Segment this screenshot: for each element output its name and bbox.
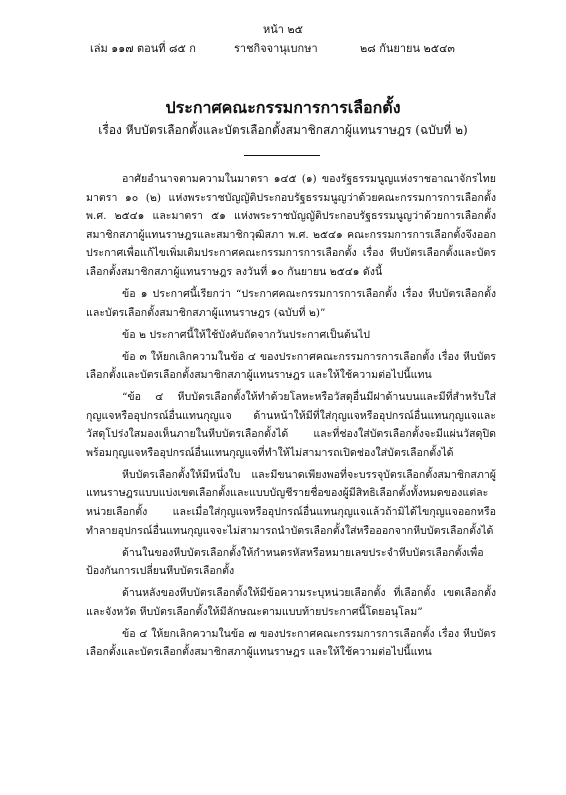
document-body — [86, 170, 496, 665]
page-number: หน้า ๒๕ — [262, 23, 304, 36]
clause-1: ข้อ ๑ ประกาศนี้เรียกว่า “ประกาศคณะกรรมการการเลือกตั้ง เรื่อง หีบบัตรเลือกตั้งและบัตรเลือกตั้งสมาชิกสภาผู้แทนราษฎร (ฉบับที่ ๒)” — [86, 287, 496, 319]
gazette-header — [0, 39, 566, 55]
ballot-box-size-paragraph: หีบบัตรเลือกตั้งให้มีหนึ่งใบ และมีขนาดเพียงพอที่จะบรรจุบัตรเลือกตั้งสมาชิกสภาผู้แทนราษฎรแบบแบ่งเขตเลือกตั้งและแบบบัญชีรายชื่อของผู้มีสิทธิเลือกตั้งทั้งหมดของแต่ละหน่วยเลือกตั้ง และเมื่อใส่กุญแจหรืออุปกรณ์อื่นแทนกุญแจแล้วถ้ามิได้ไขกุญแจออกหรือทำลายอุปกรณ์อื่นแทนกุญแจจะไม่สามารถนำบัตรเลือกตั้งใส่หรือออกจากหีบบัตรเลือกตั้งได้ — [86, 468, 496, 537]
document-subtitle: เรื่อง หีบบัตรเลือกตั้งและบัตรเลือกตั้งสมาชิกสภาผู้แทนราษฎร (ฉบับที่ ๒) — [98, 123, 468, 137]
clause-3: ข้อ ๓ ให้ยกเลิกความในข้อ ๔ ของประกาศคณะกรรมการการเลือกตั้ง เรื่อง หีบบัตรเลือกตั้งและบัตรเลือกตั้งสมาชิกสภาผู้แทนราษฎร และให้ใช้ความต่อไปนี้แทน — [86, 350, 496, 382]
title-divider — [244, 155, 320, 156]
clause-4: ข้อ ๔ ให้ยกเลิกความในข้อ ๗ ของประกาศคณะกรรมการการเลือกตั้ง เรื่อง หีบบัตรเลือกตั้งและบัตรเลือกตั้งสมาชิกสภาผู้แทนราษฎร และให้ใช้ความต่อไปนี้แทน — [86, 627, 496, 659]
volume-issue: เล่ม ๑๑๗ ตอนที่ ๘๕ ก — [90, 42, 196, 55]
ballot-box-back-paragraph: ด้านหลังของหีบบัตรเลือกตั้งให้มีข้อความระบุหน่วยเลือกตั้ง ที่เลือกตั้ง เขตเลือกตั้ง และจังหวัด หีบบัตรเลือกตั้งให้มีลักษณะตามแบบท้ายประกาศนี้โดยอนุโลม” — [86, 587, 496, 618]
preamble-paragraph: อาศัยอำนาจตามความในมาตรา ๑๔๕ (๑) ของรัฐธรรมนูญแห่งราชอาณาจักรไทย มาตรา ๑๐ (๒) แห่งพระราชบัญญัติประกอบรัฐธรรมนูญว่าด้วยคณะกรรมการการเลือกตั้ง พ.ศ. ๒๕๔๑ และมาตรา ๕๑ แห่งพระราชบัญญัติประกอบรัฐธรรมนูญว่าด้วยการเลือกตั้งสมาชิกสภาผู้แทนราษฎรและสมาชิกวุฒิสภา พ.ศ. ๒๕๔๑ คณะกรรมการการเลือกตั้งจึงออกประกาศเพื่อแก้ไขเพิ่มเติมประกาศคณะกรรมการการเลือกตั้ง เรื่อง หีบบัตรเลือกตั้งและบัตรเลือกตั้งสมาชิกสภาผู้แทนราษฎร ลงวันที่ ๑๐ กันยายน ๒๕๔๑ ดังนี้ — [86, 173, 496, 278]
amended-clause-4: “ข้อ ๔ หีบบัตรเลือกตั้งให้ทำด้วยโลหะหรือวัสดุอื่นมีฝาด้านบนและมีที่สำหรับใส่กุญแจหรืออุปกรณ์อื่นแทนกุญแจ ด้านหน้าให้มีที่ใส่กุญแจหรืออุปกรณ์อื่นแทนกุญแจและวัสดุโปร่งใสมองเห็นภายในหีบบัตรเลือกตั้งได้ และที่ช่องใส่บัตรเลือกตั้งจะมีแผ่นวัสดุปิดพร้อมกุญแจหรืออุปกรณ์อื่นแทนกุญแจที่ทำให้ไม่สามารถเปิดช่องใส่บัตรเลือกตั้งได้ — [86, 391, 496, 459]
ballot-box-code-paragraph: ด้านในของหีบบัตรเลือกตั้งให้กำหนดรหัสหรือหมายเลขประจำหีบบัตรเลือกตั้งเพื่อป้องกันการเปลี่ยนหีบบัตรเลือกตั้ง — [86, 546, 484, 578]
publication-date: ๒๘ กันยายน ๒๕๔๓ — [360, 42, 455, 55]
clause-2: ข้อ ๒ ประกาศนี้ให้ใช้บังคับถัดจากวันประกาศเป็นต้นไป — [122, 328, 370, 341]
gazette-name: ราชกิจจานุเบกษา — [234, 42, 318, 55]
document-title: ประกาศคณะกรรมการการเลือกตั้ง — [165, 98, 401, 117]
